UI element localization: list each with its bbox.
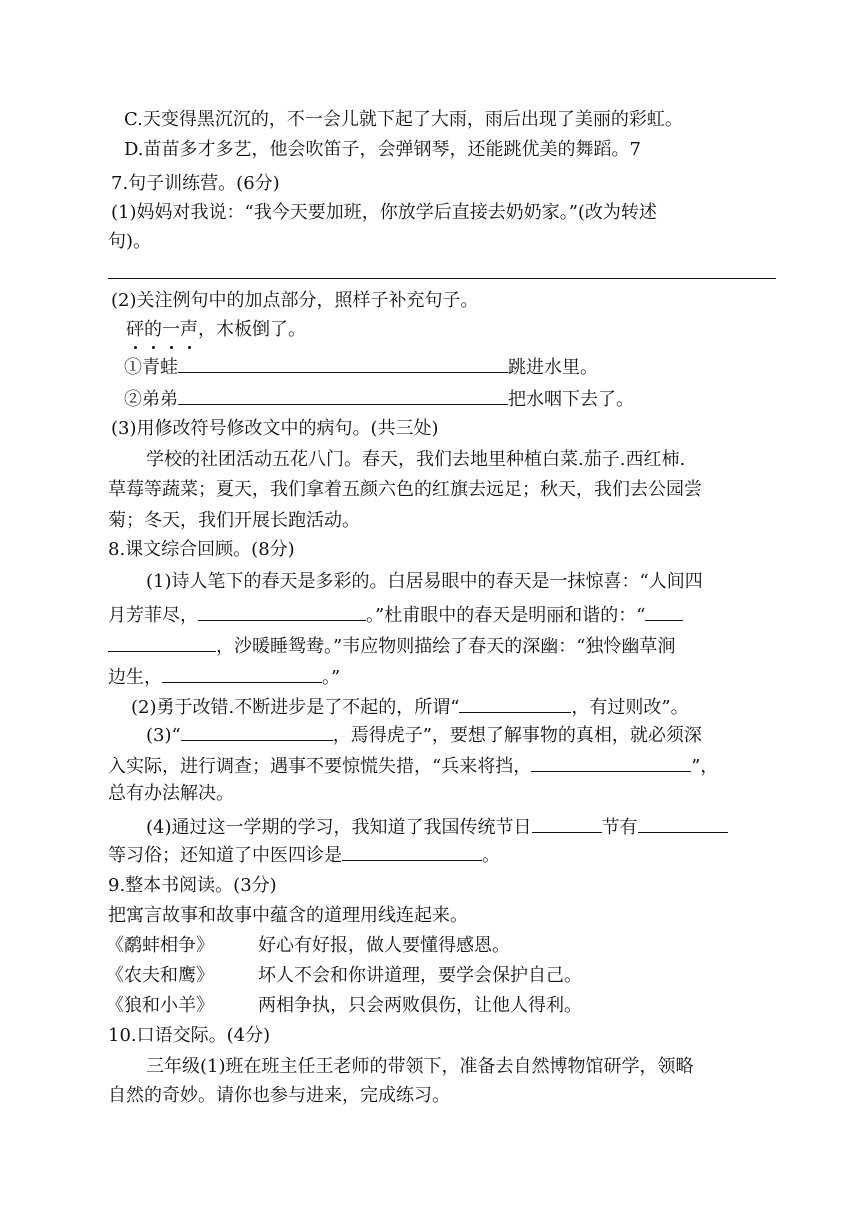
q7-part1-line2: 句)。 [108,231,152,252]
blank-custom[interactable] [638,814,728,833]
dotted-char: 声 [180,319,198,340]
example-sentence [126,318,306,342]
blank-idiom-1[interactable] [181,722,333,741]
q7-part1-line1: (1)妈妈对我说：“我今天要加班，你放学后直接去奶奶家。”(改为转述 [111,202,657,223]
q10-line1: 三年级(1)班在班主任王老师的带领下，准备去自然博物馆研学，领略 [146,1056,694,1077]
q8-s2: (2)勇于改错.不断进步是了不起的，所谓“ ，有过则改”。 [131,694,689,720]
q8-s3-line1: (3)“ ，焉得虎子”，要想了解事物的真相，就必须深 [146,722,702,748]
q8-title: 8.课文综合回顾。(8分) [108,539,295,560]
q7-part2-title: (2)关注例句中的加点部分，照样子补充句子。 [111,290,479,311]
blank-poem-3[interactable] [162,664,322,683]
moral-item[interactable]: 坏人不会和你讲道理，要学会保护自己。 [258,965,582,986]
story-item[interactable]: 《鹬蚌相争》 [106,935,214,956]
q8-s1-line2: 月芳菲尽， 。”杜甫眼中的春天是明丽和谐的：“ [108,602,683,628]
q8-s4-line2: 等习俗；还知道了中医四诊是 。 [108,842,500,868]
q7-title: 7.句子训练营。(6分) [111,173,280,194]
q8-s1-line4: 边生， 。” [108,664,340,690]
q7-item-a: ①青蛙 跳进水里。 [124,354,598,380]
story-item[interactable]: 《农夫和鹰》 [106,965,214,986]
q8-s3-line3: 总有办法解决。 [108,783,234,804]
blank-festival[interactable] [532,814,602,833]
q8-s1-line3: ，沙暖睡鸳鸯。”韦应物则描绘了春天的深幽：“独怜幽草涧 [108,633,675,659]
blank-diagnosis[interactable] [342,842,482,861]
dotted-char: 一 [162,319,180,340]
q9-title: 9.整本书阅读。(3分) [108,875,277,896]
passage-line: 菊；冬天，我们开展长跑活动。 [108,510,360,531]
blank-saying[interactable] [459,694,571,713]
blank-poem-2b[interactable] [108,633,216,652]
q8-s3-line2: 入实际，进行调查；遇事不要惊慌失措，“兵来将挡， ”， [108,753,718,779]
q10-line2: 自然的奇妙。请你也参与进来，完成练习。 [108,1085,450,1106]
q7-part3-title: (3)用修改符号修改文中的病句。(共三处) [111,418,439,439]
q8-s1-line1: (1)诗人笔下的春天是多彩的。白居易眼中的春天是一抹惊喜：“人间四 [146,571,703,592]
passage-line: 草莓等蔬菜；夏天，我们拿着五颜六色的红旗去远足；秋天，我们去公园尝 [108,479,702,500]
blank-poem-1[interactable] [198,602,366,621]
moral-item[interactable]: 两相争执，只会两败俱伤，让他人得利。 [258,995,582,1016]
answer-line[interactable] [108,278,776,279]
dotted-char: 砰 [126,319,144,340]
q10-title: 10.口语交际。(4分) [108,1025,271,1046]
q7-item-b: ②弟弟 把水咽下去了。 [124,386,634,412]
blank-b[interactable] [178,386,508,405]
blank-idiom-2[interactable] [531,753,691,772]
q8-s4-line1: (4)通过这一学期的学习，我知道了我国传统节日 节有 [146,814,728,840]
blank-a[interactable] [178,354,508,373]
blank-poem-2a[interactable] [645,602,683,621]
option-c: C.天变得黑沉沉的，不一会儿就下起了大雨，雨后出现了美丽的彩虹。 [124,109,683,130]
story-item[interactable]: 《狼和小羊》 [106,995,214,1016]
passage-line: 学校的社团活动五花八门。春天，我们去地里种植白菜.茄子.西红柿. [146,449,686,470]
example-rest: ，木板倒了。 [198,319,306,340]
dotted-char: 的 [144,319,162,340]
q9-instruction: 把寓言故事和故事中蕴含的道理用线连起来。 [108,905,468,926]
moral-item[interactable]: 好心有好报，做人要懂得感恩。 [258,935,510,956]
option-d: D.苗苗多才多艺，他会吹笛子，会弹钢琴，还能跳优美的舞蹈。7 [124,139,641,160]
